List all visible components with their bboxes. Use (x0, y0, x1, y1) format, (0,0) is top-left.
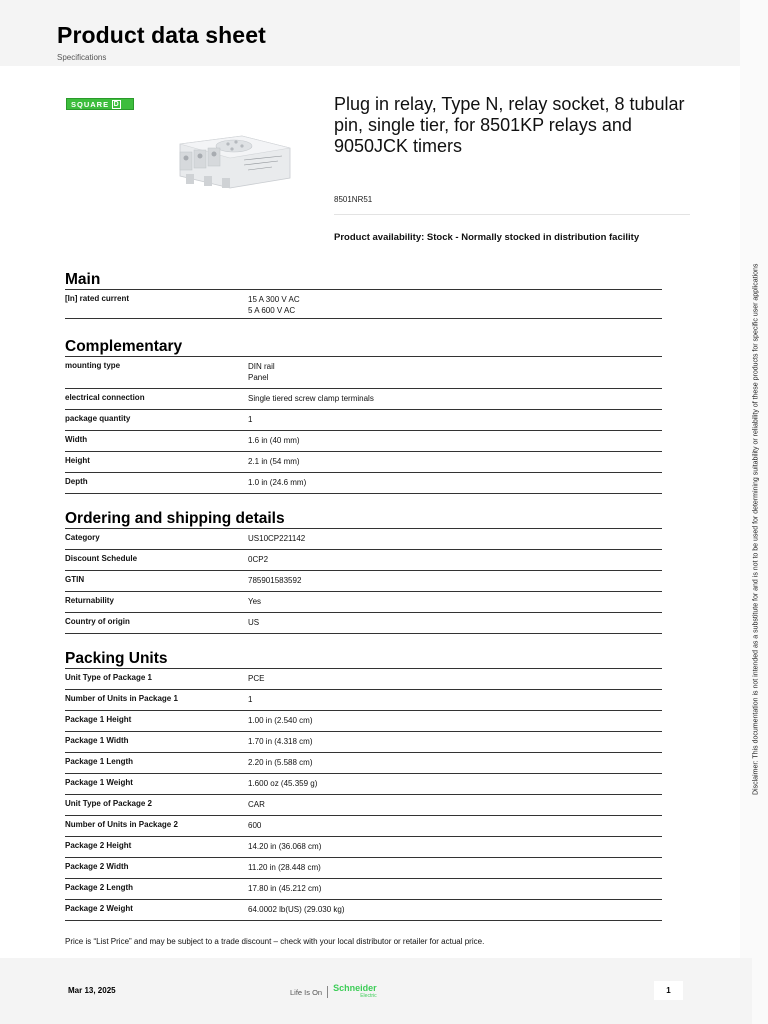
row-value: US10CP221142 (248, 534, 306, 543)
row-value: 1.0 in (24.6 mm) (248, 478, 307, 487)
logo-text: SQUARE (71, 99, 110, 109)
footer-tagline: Life Is On (290, 987, 323, 997)
table-row (65, 550, 662, 571)
price-note: Price is “List Price” and may be subject to a trade discount – check with your local distributor or retailer for actual price. (65, 937, 485, 946)
row-label: Category (65, 533, 100, 542)
section-title: Main (65, 270, 662, 290)
product-reference: 8501NR51 (334, 195, 373, 204)
row-value: US (248, 618, 260, 627)
table-row (65, 711, 662, 732)
table-row (65, 732, 662, 753)
table-row (65, 431, 662, 452)
page-number: 1 (654, 981, 683, 1000)
row-label: Package 1 Weight (65, 778, 133, 787)
table-row (65, 389, 662, 410)
row-value (248, 361, 662, 388)
table-row (65, 571, 662, 592)
row-label: GTIN (65, 575, 85, 584)
table-row (65, 529, 662, 550)
row-value: 1.70 in (4.318 cm) (248, 737, 313, 746)
row-value: 600 (248, 821, 262, 830)
product-title: Plug in relay, Type N, relay socket, 8 tubular pin, single tier, for 8501KP relays and 9050JCK timers (334, 94, 685, 156)
row-value: 1.00 in (2.540 cm) (248, 716, 313, 725)
row-value: CAR (248, 800, 265, 809)
page-title: Product data sheet (57, 22, 266, 48)
row-label: Number of Units in Package 1 (65, 694, 178, 703)
company-name: Schneider (333, 983, 377, 993)
row-label: Package 1 Height (65, 715, 132, 724)
table-row (65, 473, 662, 494)
row-label: Country of origin (65, 617, 130, 626)
divider (334, 214, 690, 215)
disclaimer-text: Disclaimer: This documentation is not intended as a substitute for and is not to be used for determining suitability or reliability of these products for specific user applications (752, 263, 760, 795)
row-label: package quantity (65, 414, 131, 423)
row-value-line: 5 A 600 V AC (248, 306, 296, 315)
row-label: Width (65, 435, 88, 444)
row-label: Package 1 Length (65, 757, 134, 766)
table-row (65, 753, 662, 774)
table-row (65, 837, 662, 858)
square-d-logo (66, 98, 134, 110)
footer-date: Mar 13, 2025 (68, 986, 116, 995)
section-ordering (65, 509, 662, 634)
row-value: 1 (248, 695, 253, 704)
row-value: Yes (248, 597, 262, 606)
row-value: Single tiered screw clamp terminals (248, 394, 374, 403)
row-value (248, 294, 662, 318)
relay-socket-image (172, 130, 298, 190)
row-label: [In] rated current (65, 294, 130, 303)
row-label: Package 2 Weight (65, 904, 133, 913)
page-subtitle: Specifications (57, 53, 107, 62)
row-label: mounting type (65, 361, 121, 370)
table-row (65, 900, 662, 921)
schneider-logo (290, 984, 377, 1000)
row-value-line: 15 A 300 V AC (248, 295, 300, 304)
table-row (65, 592, 662, 613)
table-row (65, 858, 662, 879)
row-value: 1.6 in (40 mm) (248, 436, 300, 445)
table-row (65, 290, 662, 319)
row-value: 14.20 in (36.068 cm) (248, 842, 322, 851)
row-value: PCE (248, 674, 265, 683)
section-packing (65, 649, 662, 921)
section-title: Ordering and shipping details (65, 509, 662, 529)
row-value: 11.20 in (28.448 cm) (248, 863, 321, 872)
row-value: 0CP2 (248, 555, 269, 564)
table-row (65, 669, 662, 690)
row-label: Package 2 Width (65, 862, 129, 871)
row-value-line: Panel (248, 373, 269, 382)
table-row (65, 879, 662, 900)
table-row (65, 410, 662, 431)
row-value: 1 (248, 415, 253, 424)
row-label: Number of Units in Package 2 (65, 820, 178, 829)
row-label: Height (65, 456, 90, 465)
row-value: 1.600 oz (45.359 g) (248, 779, 318, 788)
product-availability: Product availability: Stock - Normally stocked in distribution facility (334, 232, 640, 243)
section-main (65, 270, 662, 319)
section-title: Packing Units (65, 649, 662, 669)
table-row (65, 795, 662, 816)
row-value: 2.20 in (5.588 cm) (248, 758, 313, 767)
row-label: Package 1 Width (65, 736, 129, 745)
row-value: 17.80 in (45.212 cm) (248, 884, 322, 893)
row-value-line: DIN rail (248, 362, 275, 371)
table-row (65, 690, 662, 711)
company-sub: Electric (360, 993, 377, 999)
row-label: Depth (65, 477, 88, 486)
row-label: Returnability (65, 596, 114, 605)
logo-separator (327, 986, 328, 998)
section-title: Complementary (65, 337, 662, 357)
logo-letter: D (113, 100, 120, 108)
section-complementary (65, 337, 662, 494)
row-label: Package 2 Height (65, 841, 132, 850)
footer-company (333, 984, 377, 1000)
row-label: Package 2 Length (65, 883, 134, 892)
row-label: Unit Type of Package 1 (65, 673, 152, 682)
row-label: electrical connection (65, 393, 145, 402)
table-row (65, 774, 662, 795)
row-label: Unit Type of Package 2 (65, 799, 152, 808)
table-row (65, 613, 662, 634)
table-row (65, 357, 662, 389)
row-value: 64.0002 lb(US) (29.030 kg) (248, 905, 345, 914)
row-value: 2.1 in (54 mm) (248, 457, 300, 466)
row-value: 785901583592 (248, 576, 302, 585)
table-row (65, 452, 662, 473)
table-row (65, 816, 662, 837)
row-label: Discount Schedule (65, 554, 138, 563)
